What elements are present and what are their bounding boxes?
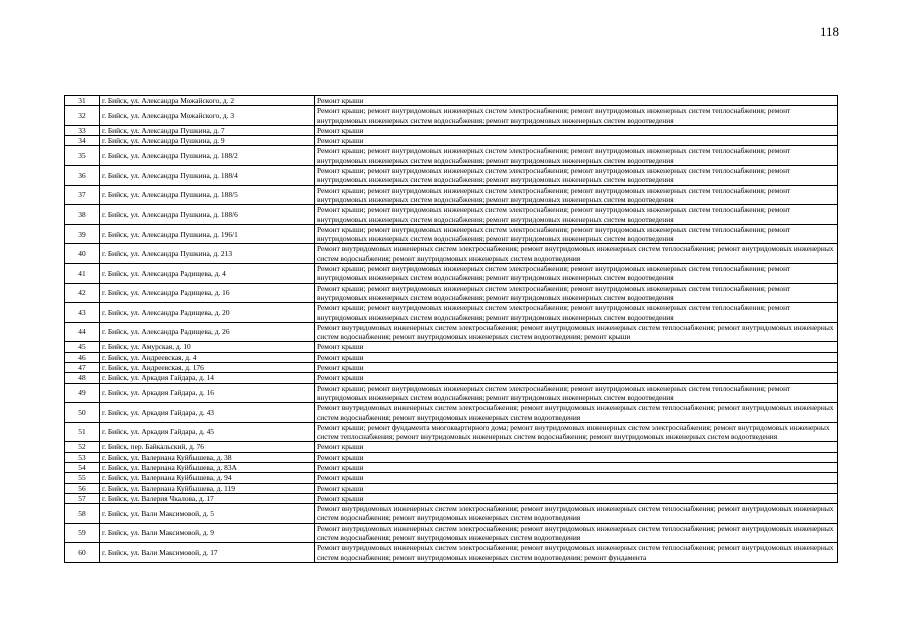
works-cell: Ремонт крыши; ремонт внутридомовых инженерных систем электроснабжения; ремонт внутридомовых инженерных систем теплоснабжения; ремонт внутридомовых инженерных систем водоснабжения; ремонт внутридомовых инженерных систем водоотведения: [315, 185, 838, 205]
row-number-cell: 59: [65, 523, 100, 543]
works-cell: Ремонт крыши: [315, 96, 838, 106]
address-cell: г. Бийск, ул. Андреевская, д. 4: [100, 352, 315, 362]
row-number-cell: 32: [65, 106, 100, 126]
row-number-cell: 40: [65, 244, 100, 264]
address-cell: г. Бийск, ул. Александра Можайского, д. 3: [100, 106, 315, 126]
works-cell: Ремонт крыши: [315, 493, 838, 503]
row-number-cell: 53: [65, 452, 100, 462]
address-cell: г. Бийск, ул. Александра Пушкина, д. 188/4: [100, 166, 315, 186]
works-cell: Ремонт крыши; ремонт внутридомовых инженерных систем электроснабжения; ремонт внутридомовых инженерных систем теплоснабжения; ремонт внутридомовых инженерных систем водоснабжения; ремонт внутридомовых инженерных систем водоотведения: [315, 264, 838, 284]
works-cell: Ремонт внутридомовых инженерных систем электроснабжения; ремонт внутридомовых инженерных систем теплоснабжения; ремонт внутридомовых инженерных систем водоснабжения; ремонт внутридомовых инженерных систем водоотведения: [315, 523, 838, 543]
table-row: [65, 244, 838, 264]
works-cell: Ремонт крыши; ремонт фундамента многоквартирного дома; ремонт внутридомовых инженерных систем электроснабжения; ремонт внутридомовых инженерных систем теплоснабжения; ремонт внутридомовых инженерных систем водоснабжения; ремонт внутридомовых инженерных систем водоотведения: [315, 422, 838, 442]
table-row: [65, 504, 838, 524]
row-number-cell: 43: [65, 303, 100, 323]
table-row: [65, 283, 838, 303]
row-number-cell: 37: [65, 185, 100, 205]
works-cell: Ремонт крыши: [315, 462, 838, 472]
table-row: [65, 166, 838, 186]
works-cell: Ремонт крыши; ремонт внутридомовых инженерных систем электроснабжения; ремонт внутридомовых инженерных систем теплоснабжения; ремонт внутридомовых инженерных систем водоснабжения; ремонт внутридомовых инженерных систем водоотведения: [315, 106, 838, 126]
table-row: [65, 106, 838, 126]
row-number-cell: 39: [65, 224, 100, 244]
table-row: [65, 543, 838, 563]
address-cell: г. Бийск, ул. Александра Пушкина, д. 196/1: [100, 224, 315, 244]
address-cell: г. Бийск, ул. Валерия Чкалова, д. 17: [100, 493, 315, 503]
row-number-cell: 58: [65, 504, 100, 524]
works-cell: Ремонт крыши: [315, 452, 838, 462]
row-number-cell: 31: [65, 96, 100, 106]
table-row: [65, 442, 838, 452]
works-cell: Ремонт крыши: [315, 373, 838, 383]
address-cell: г. Бийск, ул. Вали Максимовой, д. 9: [100, 523, 315, 543]
table-row: [65, 322, 838, 342]
address-cell: г. Бийск, ул. Александра Радищева, д. 20: [100, 303, 315, 323]
table-row: [65, 403, 838, 423]
table-row: [65, 523, 838, 543]
address-cell: г. Бийск, ул. Александра Пушкина, д. 188/5: [100, 185, 315, 205]
registry-table-body: [65, 96, 838, 563]
table-row: [65, 342, 838, 352]
address-cell: г. Бийск, ул. Андреевская, д. 176: [100, 363, 315, 373]
address-cell: г. Бийск, ул. Александра Радищева, д. 16: [100, 283, 315, 303]
works-cell: Ремонт крыши; ремонт внутридомовых инженерных систем электроснабжения; ремонт внутридомовых инженерных систем теплоснабжения; ремонт внутридомовых инженерных систем водоснабжения; ремонт внутридомовых инженерных систем водоотведения: [315, 303, 838, 323]
works-cell: Ремонт крыши: [315, 136, 838, 146]
table-row: [65, 185, 838, 205]
works-cell: Ремонт крыши: [315, 125, 838, 135]
works-cell: Ремонт крыши: [315, 483, 838, 493]
address-cell: г. Бийск, ул. Валериана Куйбышева, д. 119: [100, 483, 315, 493]
table-row: [65, 473, 838, 483]
address-cell: г. Бийск, пер. Байкальский, д. 76: [100, 442, 315, 452]
page-number: 118: [819, 24, 839, 39]
address-cell: г. Бийск, ул. Александра Пушкина, д. 188/2: [100, 146, 315, 166]
works-cell: Ремонт крыши: [315, 342, 838, 352]
works-cell: Ремонт крыши: [315, 352, 838, 362]
row-number-cell: 35: [65, 146, 100, 166]
registry-table: [64, 95, 838, 563]
table-row: [65, 136, 838, 146]
row-number-cell: 54: [65, 462, 100, 472]
row-number-cell: 60: [65, 543, 100, 563]
address-cell: г. Бийск, ул. Аркадия Гайдара, д. 43: [100, 403, 315, 423]
address-cell: г. Бийск, ул. Александра Пушкина, д. 7: [100, 125, 315, 135]
works-cell: Ремонт внутридомовых инженерных систем электроснабжения; ремонт внутридомовых инженерных систем теплоснабжения; ремонт внутридомовых инженерных систем водоснабжения; ремонт внутридомовых инженерных систем водоотведения; ремонт фундамента: [315, 543, 838, 563]
row-number-cell: 55: [65, 473, 100, 483]
address-cell: г. Бийск, ул. Аркадия Гайдара, д. 16: [100, 383, 315, 403]
address-cell: г. Бийск, ул. Александра Радищева, д. 4: [100, 264, 315, 284]
table-row: [65, 352, 838, 362]
address-cell: г. Бийск, ул. Александра Можайского, д. 2: [100, 96, 315, 106]
works-cell: Ремонт крыши; ремонт внутридомовых инженерных систем электроснабжения; ремонт внутридомовых инженерных систем теплоснабжения; ремонт внутридомовых инженерных систем водоснабжения; ремонт внутридомовых инженерных систем водоотведения: [315, 283, 838, 303]
row-number-cell: 34: [65, 136, 100, 146]
row-number-cell: 51: [65, 422, 100, 442]
works-cell: Ремонт крыши; ремонт внутридомовых инженерных систем электроснабжения; ремонт внутридомовых инженерных систем теплоснабжения; ремонт внутридомовых инженерных систем водоснабжения; ремонт внутридомовых инженерных систем водоотведения: [315, 166, 838, 186]
table-row: [65, 383, 838, 403]
row-number-cell: 44: [65, 322, 100, 342]
row-number-cell: 48: [65, 373, 100, 383]
row-number-cell: 38: [65, 205, 100, 225]
row-number-cell: 47: [65, 363, 100, 373]
row-number-cell: 56: [65, 483, 100, 493]
works-cell: Ремонт крыши; ремонт внутридомовых инженерных систем электроснабжения; ремонт внутридомовых инженерных систем теплоснабжения; ремонт внутридомовых инженерных систем водоснабжения; ремонт внутридомовых инженерных систем водоотведения: [315, 383, 838, 403]
row-number-cell: 57: [65, 493, 100, 503]
table-row: [65, 146, 838, 166]
row-number-cell: 49: [65, 383, 100, 403]
row-number-cell: 45: [65, 342, 100, 352]
address-cell: г. Бийск, ул. Вали Максимовой, д. 17: [100, 543, 315, 563]
row-number-cell: 33: [65, 125, 100, 135]
table-row: [65, 125, 838, 135]
table-row: [65, 224, 838, 244]
address-cell: г. Бийск, ул. Валериана Куйбышева, д. 83А: [100, 462, 315, 472]
address-cell: г. Бийск, ул. Вали Максимовой, д. 5: [100, 504, 315, 524]
row-number-cell: 46: [65, 352, 100, 362]
row-number-cell: 41: [65, 264, 100, 284]
works-cell: Ремонт крыши: [315, 442, 838, 452]
works-cell: Ремонт крыши; ремонт внутридомовых инженерных систем электроснабжения; ремонт внутридомовых инженерных систем теплоснабжения; ремонт внутридомовых инженерных систем водоснабжения; ремонт внутридомовых инженерных систем водоотведения: [315, 224, 838, 244]
table-row: [65, 373, 838, 383]
table-row: [65, 264, 838, 284]
table-row: [65, 303, 838, 323]
row-number-cell: 50: [65, 403, 100, 423]
address-cell: г. Бийск, ул. Валериана Куйбышева, д. 38: [100, 452, 315, 462]
works-cell: Ремонт внутридомовых инженерных систем электроснабжения; ремонт внутридомовых инженерных систем теплоснабжения; ремонт внутридомовых инженерных систем водоснабжения; ремонт внутридомовых инженерных систем водоотведения; ремонт крыши: [315, 322, 838, 342]
table-row: [65, 422, 838, 442]
works-cell: Ремонт внутридомовых инженерных систем электроснабжения; ремонт внутридомовых инженерных систем теплоснабжения; ремонт внутридомовых инженерных систем водоснабжения; ремонт внутридомовых инженерных систем водоотведения: [315, 244, 838, 264]
table-row: [65, 205, 838, 225]
table-row: [65, 483, 838, 493]
address-cell: г. Бийск, ул. Аркадия Гайдара, д. 45: [100, 422, 315, 442]
row-number-cell: 36: [65, 166, 100, 186]
address-cell: г. Бийск, ул. Александра Пушкина, д. 213: [100, 244, 315, 264]
table-row: [65, 493, 838, 503]
works-cell: Ремонт внутридомовых инженерных систем электроснабжения; ремонт внутридомовых инженерных систем теплоснабжения; ремонт внутридомовых инженерных систем водоснабжения; ремонт внутридомовых инженерных систем водоотведения: [315, 504, 838, 524]
works-cell: Ремонт крыши; ремонт внутридомовых инженерных систем электроснабжения; ремонт внутридомовых инженерных систем теплоснабжения; ремонт внутридомовых инженерных систем водоснабжения; ремонт внутридомовых инженерных систем водоотведения: [315, 205, 838, 225]
table-row: [65, 452, 838, 462]
address-cell: г. Бийск, ул. Александра Пушкина, д. 188/6: [100, 205, 315, 225]
address-cell: г. Бийск, ул. Александра Радищева, д. 26: [100, 322, 315, 342]
address-cell: г. Бийск, ул. Валериана Куйбышева, д. 94: [100, 473, 315, 483]
table-row: [65, 96, 838, 106]
address-cell: г. Бийск, ул. Александра Пушкина, д. 9: [100, 136, 315, 146]
table-row: [65, 462, 838, 472]
works-cell: Ремонт крыши; ремонт внутридомовых инженерных систем электроснабжения; ремонт внутридомовых инженерных систем теплоснабжения; ремонт внутридомовых инженерных систем водоснабжения; ремонт внутридомовых инженерных систем водоотведения: [315, 146, 838, 166]
address-cell: г. Бийск, ул. Амурская, д. 10: [100, 342, 315, 352]
row-number-cell: 42: [65, 283, 100, 303]
works-cell: Ремонт внутридомовых инженерных систем электроснабжения; ремонт внутридомовых инженерных систем теплоснабжения; ремонт внутридомовых инженерных систем водоснабжения; ремонт внутридомовых инженерных систем водоотведения: [315, 403, 838, 423]
address-cell: г. Бийск, ул. Аркадия Гайдара, д. 14: [100, 373, 315, 383]
works-cell: Ремонт крыши: [315, 473, 838, 483]
table-row: [65, 363, 838, 373]
works-cell: Ремонт крыши: [315, 363, 838, 373]
row-number-cell: 52: [65, 442, 100, 452]
